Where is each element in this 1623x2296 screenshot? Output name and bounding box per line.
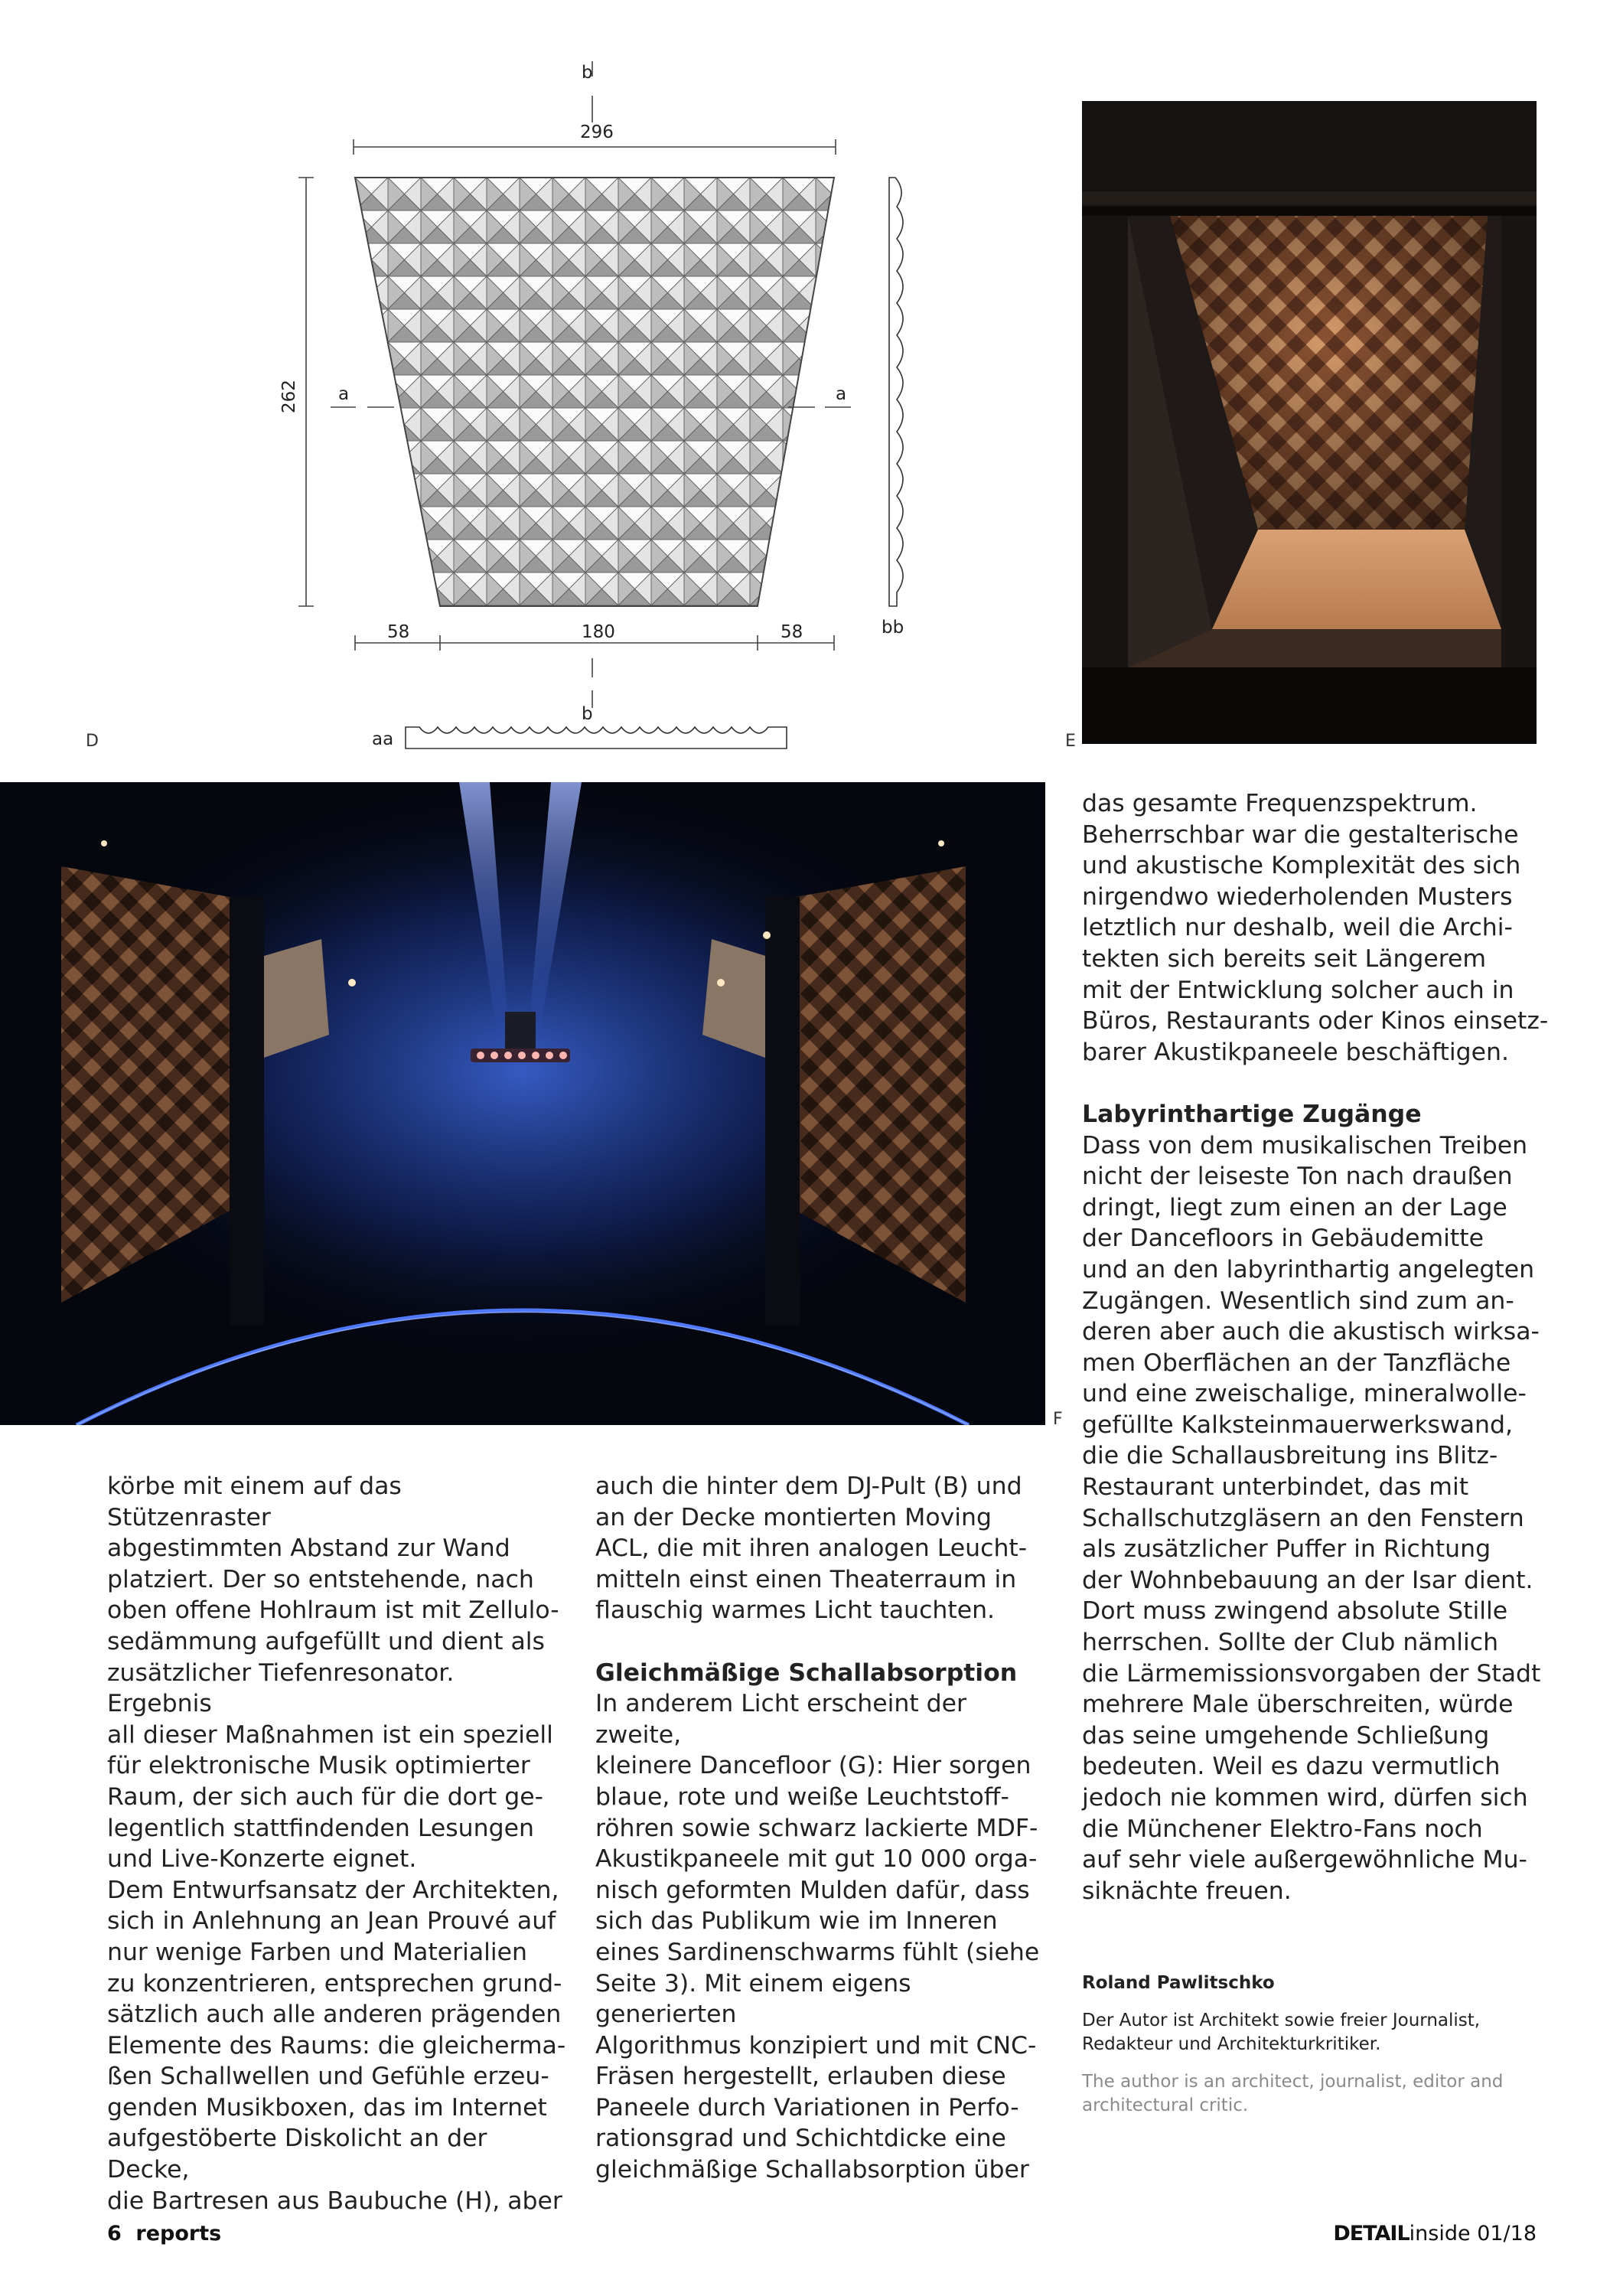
text-line: Restaurant unterbindet, das mit xyxy=(1082,1473,1469,1502)
text-line: The author is an architect, journalist, editor and xyxy=(1082,2072,1504,2092)
text-line: Redakteur und Architekturkritiker. xyxy=(1082,2034,1381,2054)
text-line: nur wenige Farben und Materialien xyxy=(107,1938,527,1966)
photo-e-acoustic-wall xyxy=(1082,101,1537,744)
text-line: an der Decke montierten Moving xyxy=(595,1503,992,1531)
dimension-height-262 xyxy=(279,178,314,606)
svg-text:bb: bb xyxy=(882,618,904,638)
text-line: als zusätzlicher Puffer in Richtung xyxy=(1082,1535,1491,1564)
text-line: das gesamte Frequenzspektrum. xyxy=(1082,790,1478,817)
issue-number: 01/18 xyxy=(1477,2222,1537,2245)
section-bb-profile xyxy=(882,178,904,638)
text-line: In anderem Licht erscheint der zweite, xyxy=(595,1690,967,1749)
text-line: Paneele durch Variationen in Perfo- xyxy=(595,2093,1019,2122)
section-b-bottom xyxy=(582,658,593,724)
led-light-row xyxy=(471,1049,570,1062)
text-column-2 xyxy=(595,1471,1054,2186)
text-line: ßen Schallwellen und Gefühle erzeu- xyxy=(107,2063,549,2091)
text-line: blaue, rote und weiße Leuchtstoff- xyxy=(595,1782,1009,1811)
text-line: dringt, liegt zum einen an der Lage xyxy=(1082,1193,1507,1221)
dimension-bottom xyxy=(355,622,834,651)
author-name: Roland Pawlitschko xyxy=(1082,1973,1275,1993)
technical-drawing-d xyxy=(260,54,934,758)
text-line: eines Sardinenschwarms fühlt (siehe xyxy=(595,1938,1040,1966)
text-line: jedoch nie kommen wird, dürfen sich xyxy=(1082,1784,1528,1812)
text-line: legentlich stattfindenden Lesungen xyxy=(107,1814,534,1842)
text-line: Der Autor ist Architekt sowie freier Journalist, xyxy=(1082,2011,1481,2030)
text-line: Dort muss zwingend absolute Stille xyxy=(1082,1597,1508,1626)
text-line: letztlich nur deshalb, weil die Archi- xyxy=(1082,914,1513,942)
text-line: Elemente des Raums: die gleicherma- xyxy=(107,2031,566,2060)
section-name: reports xyxy=(135,2222,222,2245)
dimension-top-296 xyxy=(354,122,836,155)
magazine-logo-light: inside xyxy=(1409,2222,1471,2245)
text-line: für elektronische Musik optimierter xyxy=(107,1752,530,1780)
text-line: zu konzentrieren, entsprechen grund- xyxy=(107,1969,562,1998)
svg-text:262: 262 xyxy=(279,380,299,413)
figure-label-d: D xyxy=(86,732,99,751)
acoustic-panel-trapezoid xyxy=(355,178,834,606)
text-line: siknächte freuen. xyxy=(1082,1877,1292,1905)
text-line: mit der Entwicklung solcher auch in xyxy=(1082,976,1514,1004)
page-number: 6 xyxy=(107,2222,122,2245)
text-line: die die Schallausbreitung ins Blitz- xyxy=(1082,1442,1498,1470)
footer-right xyxy=(1333,2222,1537,2245)
author-bio-en xyxy=(1082,2070,1541,2118)
svg-text:a: a xyxy=(338,384,350,404)
text-line: Akustikpaneele mit gut 10 000 orga- xyxy=(595,1845,1038,1874)
text-line: die Bartresen aus Baubuche (H), aber xyxy=(107,2187,562,2215)
text-line: gleichmäßige Schallabsorption über xyxy=(595,2156,1029,2184)
text-line: Raum, der sich auch für die dort ge- xyxy=(107,1782,544,1811)
text-line: und an den labyrinthartig angelegten xyxy=(1082,1255,1535,1283)
footer-left xyxy=(107,2222,221,2245)
text-line: zusätzlicher Tiefenresonator. Ergebnis xyxy=(107,1658,455,1718)
text-line: gefüllte Kalksteinmauerwerkswand, xyxy=(1082,1411,1514,1439)
text-column-3 xyxy=(1082,788,1556,1906)
text-line: röhren sowie schwarz lackierte MDF- xyxy=(595,1814,1038,1842)
text-line: der Wohnbebauung an der Isar dient. xyxy=(1082,1566,1533,1594)
text-line: sich in Anlehnung an Jean Prouvé auf xyxy=(107,1907,556,1936)
text-line: und Live-Konzerte eignet. xyxy=(107,1845,417,1874)
text-line: Büros, Restaurants oder Kinos einsetz- xyxy=(1082,1007,1549,1035)
text-line: Dass von dem musikalischen Treiben xyxy=(1082,1131,1528,1159)
text-column-1 xyxy=(107,1471,566,2216)
text-line: der Dancefloors in Gebäudemitte xyxy=(1082,1225,1484,1253)
magazine-logo-bold: DETAIL xyxy=(1333,2222,1410,2245)
svg-text:b: b xyxy=(582,63,593,83)
text-line: Beherrschbar war die gestalterische xyxy=(1082,820,1519,849)
text-line: deren aber auch die akustisch wirksa- xyxy=(1082,1318,1540,1346)
text-line: und akustische Komplexität des sich xyxy=(1082,852,1521,880)
svg-text:58: 58 xyxy=(387,622,410,642)
heading-gleichmaessige-schallabsorption: Gleichmäßige Schallabsorption xyxy=(595,1658,1018,1687)
text-line: mitteln einst einen Theaterraum in xyxy=(595,1565,1017,1593)
text-line: sich das Publikum wie im Inneren xyxy=(595,1907,998,1936)
text-line: Zugängen. Wesentlich sind zum an- xyxy=(1082,1287,1514,1315)
text-line: bedeuten. Weil es dazu vermutlich xyxy=(1082,1753,1501,1781)
photo-f-blue-dancefloor xyxy=(0,782,1045,1425)
text-line: Dem Entwurfsansatz der Architekten, xyxy=(107,1876,559,1904)
text-line: platziert. Der so entstehende, nach xyxy=(107,1565,534,1593)
text-line: barer Akustikpaneele beschäftigen. xyxy=(1082,1038,1509,1066)
heading-labyrinthartige-zugaenge: Labyrinthartige Zugänge xyxy=(1082,1100,1422,1128)
text-line: flauschig warmes Licht tauchten. xyxy=(595,1596,996,1625)
text-line: körbe mit einem auf das Stützenraster xyxy=(107,1473,402,1531)
text-line: mehrere Male überschreiten, würde xyxy=(1082,1691,1514,1719)
text-line: kleinere Dancefloor (G): Hier sorgen xyxy=(595,1752,1031,1780)
text-line: architectural critic. xyxy=(1082,2095,1249,2115)
text-line: nisch geformten Mulden dafür, dass xyxy=(595,1876,1030,1904)
text-line: Algorithmus konzipiert und mit CNC- xyxy=(595,2031,1037,2060)
text-line: und eine zweischalige, mineralwolle- xyxy=(1082,1380,1527,1408)
text-line: herrschen. Sollte der Club nämlich xyxy=(1082,1629,1499,1657)
svg-text:180: 180 xyxy=(582,622,615,642)
text-line: sätzlich auch alle anderen prägenden xyxy=(107,2001,562,2029)
text-line: auf sehr viele außergewöhnliche Mu- xyxy=(1082,1846,1527,1874)
text-line: nicht der leiseste Ton nach draußen xyxy=(1082,1163,1513,1191)
section-b-top xyxy=(582,61,593,122)
text-line: die Münchener Elektro-Fans noch xyxy=(1082,1815,1483,1843)
svg-text:b: b xyxy=(582,704,593,724)
text-line: rationsgrad und Schichtdicke eine xyxy=(595,2125,1006,2153)
text-line: die Lärmemissionsvorgaben der Stadt xyxy=(1082,1659,1541,1688)
svg-text:296: 296 xyxy=(580,122,614,142)
text-line: Schallschutzgläsern an den Fenstern xyxy=(1082,1504,1524,1532)
svg-text:58: 58 xyxy=(781,622,803,642)
text-line: tekten sich bereits seit Längerem xyxy=(1082,944,1487,973)
author-bio-de xyxy=(1082,2009,1541,2056)
author-box xyxy=(1082,1971,1541,2118)
text-line: abgestimmten Abstand zur Wand xyxy=(107,1534,510,1563)
text-line: sedämmung aufgefüllt und dient als xyxy=(107,1627,545,1655)
section-aa-profile xyxy=(372,727,787,749)
figure-label-e: E xyxy=(1065,732,1076,751)
text-line: nirgendwo wiederholenden Musters xyxy=(1082,882,1513,911)
text-line: Fräsen hergestellt, erlauben diese xyxy=(595,2063,1006,2091)
svg-text:aa: aa xyxy=(372,729,394,749)
text-line: ACL, die mit ihren analogen Leucht- xyxy=(595,1534,1028,1563)
text-line: auch die hinter dem DJ-Pult (B) und xyxy=(595,1473,1022,1500)
text-line: men Oberflächen an der Tanzfläche xyxy=(1082,1349,1511,1377)
text-line: oben offene Hohlraum ist mit Zellulo- xyxy=(107,1596,559,1625)
figure-label-f: F xyxy=(1053,1410,1063,1429)
text-line: aufgestöberte Diskolicht an der Decke, xyxy=(107,2125,487,2184)
svg-text:a: a xyxy=(836,384,847,404)
text-line: genden Musikboxen, das im Internet xyxy=(107,2093,547,2122)
text-line: all dieser Maßnahmen ist ein speziell xyxy=(107,1720,553,1749)
text-line: das seine umgehende Schließung xyxy=(1082,1721,1490,1750)
text-line: Seite 3). Mit einem eigens generierten xyxy=(595,1969,911,2029)
